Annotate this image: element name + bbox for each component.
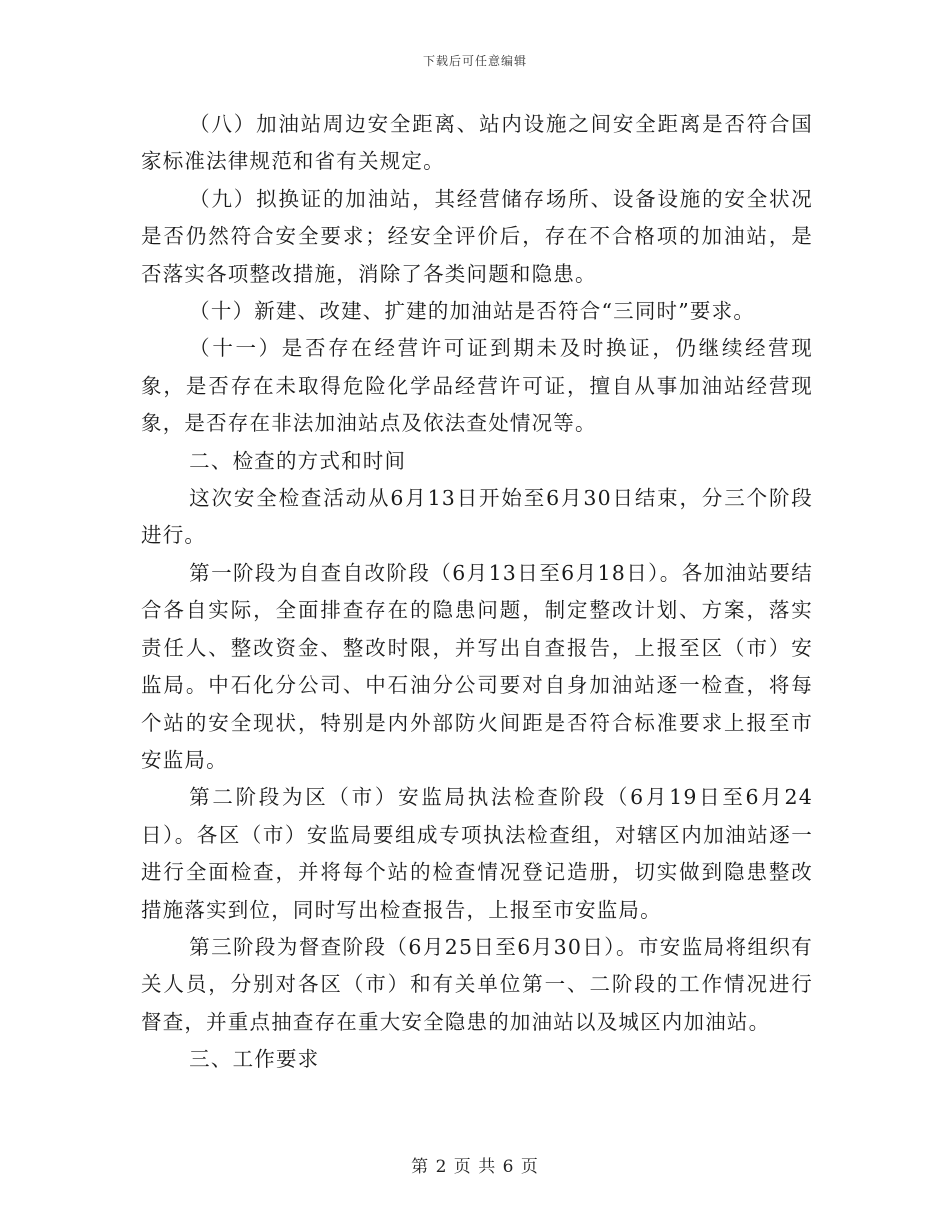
paragraph-phase-three: 第三阶段为督查阶段（6月25日至6月30日）。市安监局将组织有关人员，分别对各区（市）和有关单位第一、二阶段的工作情况进行督查，并重点抽查存在重大安全隐患的加油站以及城区内加油站。 [141, 934, 813, 1034]
section-heading-work-requirements: 三、工作要求 [189, 1047, 320, 1072]
paragraph-phase-one: 第一阶段为自查自改阶段（6月13日至6月18日）。各加油站要结合各自实际，全面排查存在的隐患问题，制定整改计划、方案，落实责任人、整改资金、整改时限，并写出自查报告，上报至区（市）安监局。中石化分公司、中石油分公司要对自身加油站逐一检查，将每个站的安全现状，特别是内外部防火间距是否符合标准要求上报至市安监局。 [141, 560, 813, 772]
page-number-footer: 第 2 页 共 6 页 [411, 1157, 539, 1177]
paragraph-schedule-intro: 这次安全检查活动从6月13日开始至6月30日结束，分三个阶段进行。 [141, 486, 813, 548]
paragraph-item-9: （九）拟换证的加油站，其经营储存场所、设备设施的安全状况是否仍然符合安全要求；经安全评价后，存在不合格项的加油站，是否落实各项整改措施，消除了各类问题和隐患。 [141, 186, 813, 286]
section-heading-inspection-method: 二、检查的方式和时间 [189, 448, 407, 473]
paragraph-phase-two: 第二阶段为区（市）安监局执法检查阶段（6月19日至6月24日）。各区（市）安监局要组成专项执法检查组，对辖区内加油站逐一进行全面检查，并将每个站的检查情况登记造册，切实做到隐患整改措施落实到位，同时写出检查报告，上报至市安监局。 [141, 785, 813, 922]
document-body [141, 106, 813, 1079]
paragraph-item-10: （十）新建、改建、扩建的加油站是否符合“三同时”要求。 [189, 299, 756, 324]
page-header: 下载后可任意编辑 [422, 54, 527, 68]
paragraph-item-8: （八）加油站周边安全距离、站内设施之间安全距离是否符合国家标准法律规范和省有关规定。 [141, 112, 813, 174]
paragraph-item-11: （十一）是否存在经营许可证到期未及时换证，仍继续经营现象，是否存在未取得危险化学品经营许可证，擅自从事加油站经营现象，是否存在非法加油站点及依法查处情况等。 [141, 336, 813, 436]
